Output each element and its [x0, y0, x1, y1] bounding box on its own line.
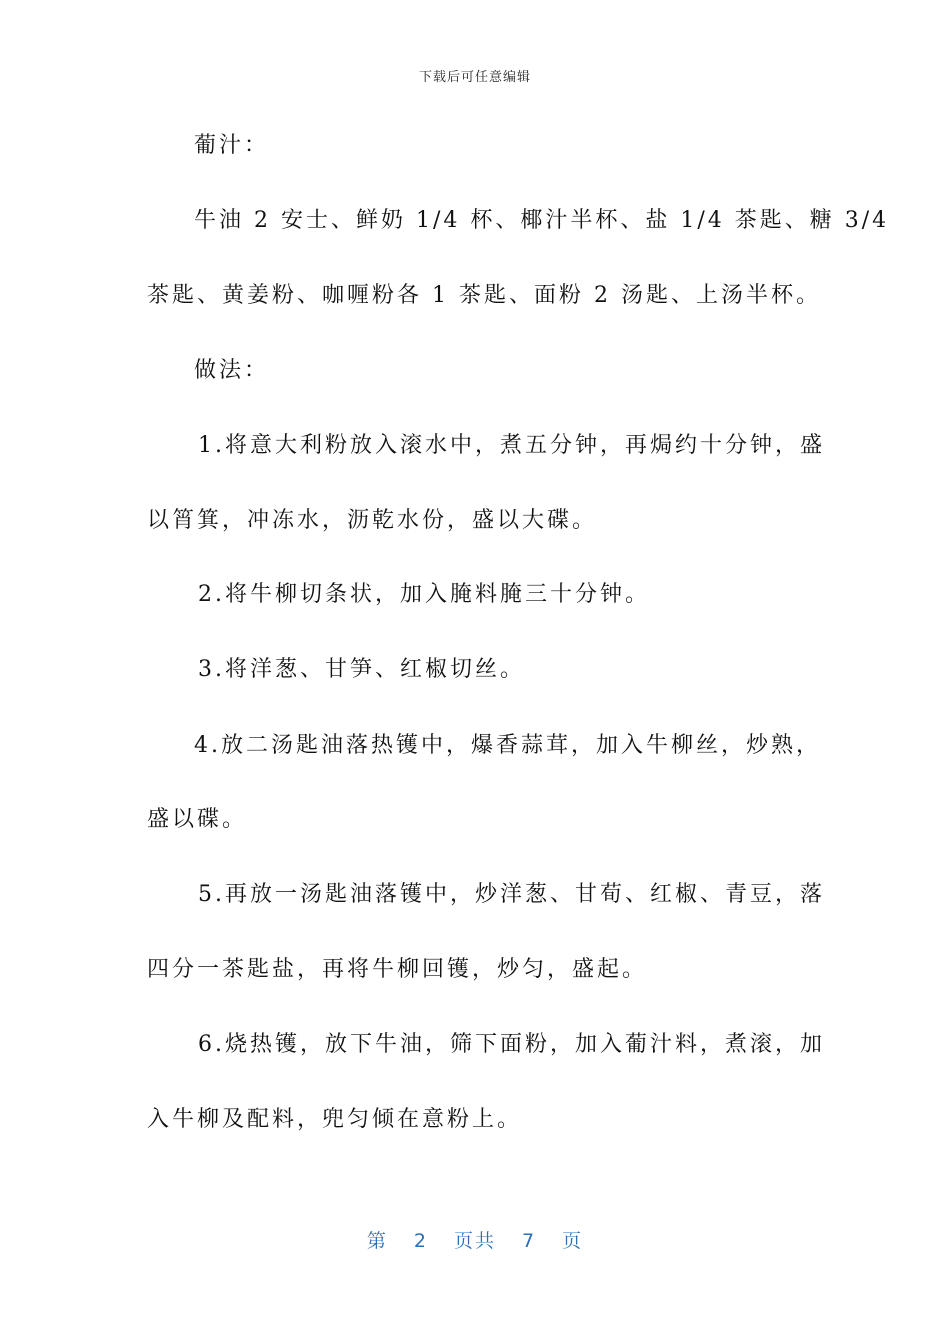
- step-6-line-2: 入牛柳及配料，兜匀倾在意粉上。: [147, 1107, 523, 1132]
- step-4-line-2: 盛以碟。: [147, 807, 248, 832]
- step-5-line-2: 四分一茶匙盐，再将牛柳回镬，炒匀，盛起。: [147, 957, 648, 982]
- ingredients-line-1: 牛油 2 安士、鲜奶 1/4 杯、椰汁半杯、盐 1/4 茶匙、糖 3/4: [194, 208, 890, 233]
- page-number-footer: 第 2 页共 7 页: [366, 1230, 584, 1252]
- step-6-line-1: 6.烧热镬，放下牛油，筛下面粉，加入葡汁料，煮滚，加: [198, 1032, 825, 1057]
- step-1-line-1: 1.将意大利粉放入滚水中，煮五分钟，再焗约十分钟，盛: [198, 433, 825, 458]
- method-heading: 做法：: [194, 358, 270, 383]
- step-3: 3.将洋葱、甘笋、红椒切丝。: [198, 657, 525, 682]
- step-1-line-2: 以筲箕，冲冻水，沥乾水份，盛以大碟。: [147, 508, 598, 533]
- ingredients-line-2: 茶匙、黄姜粉、咖喱粉各 1 茶匙、面粉 2 汤匙、上汤半杯。: [147, 283, 821, 308]
- page-header: 下载后可任意编辑: [418, 70, 531, 85]
- step-5-line-1: 5.再放一汤匙油落镬中，炒洋葱、甘荀、红椒、青豆，落: [198, 882, 825, 907]
- step-2: 2.将牛柳切条状，加入腌料腌三十分钟。: [198, 582, 650, 607]
- sauce-heading: 葡汁：: [194, 133, 270, 158]
- step-4-line-1: 4.放二汤匙油落热镬中，爆香蒜茸，加入牛柳丝，炒熟，: [194, 733, 821, 758]
